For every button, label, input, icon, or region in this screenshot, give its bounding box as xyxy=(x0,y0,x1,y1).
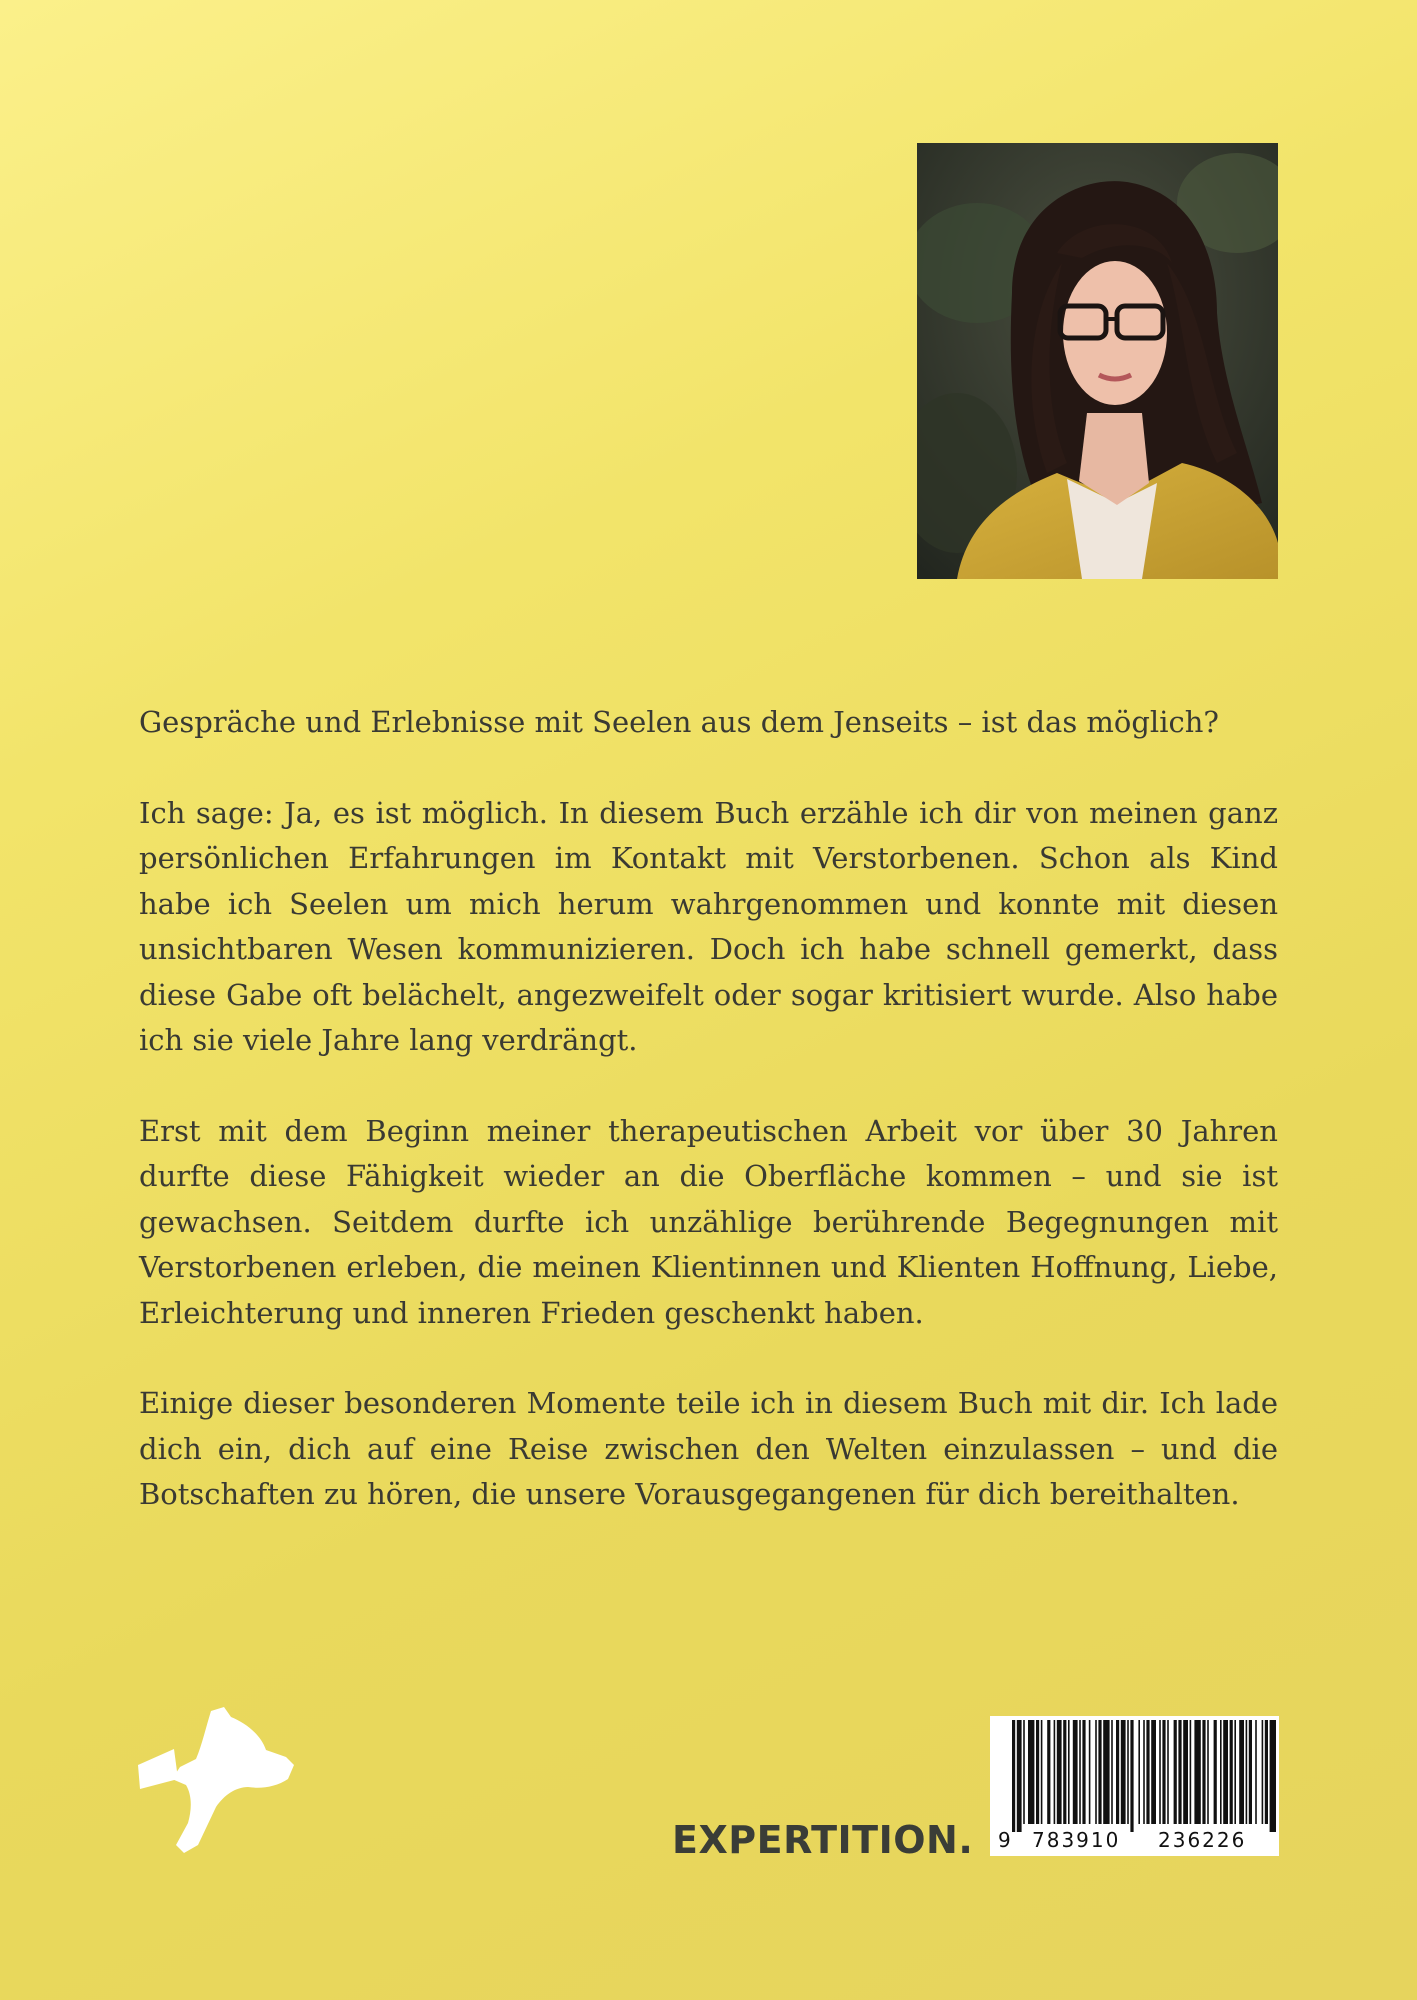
barcode-bar xyxy=(1246,1720,1248,1824)
lion-head-icon xyxy=(136,1705,296,1855)
isbn-barcode xyxy=(990,1716,1279,1856)
barcode-bar xyxy=(1207,1720,1209,1824)
barcode-bar xyxy=(1214,1720,1217,1824)
barcode-right-group: 236226 xyxy=(1158,1828,1247,1852)
barcode-bar xyxy=(1162,1720,1165,1824)
author-portrait-image xyxy=(917,143,1278,579)
barcode-bar xyxy=(1151,1720,1156,1824)
barcode-bar xyxy=(1130,1720,1133,1832)
barcode-bar xyxy=(1194,1720,1200,1824)
barcode-bar xyxy=(1073,1720,1078,1824)
barcode-bar xyxy=(1012,1720,1015,1832)
barcode-bar xyxy=(1146,1720,1149,1824)
barcode-bar xyxy=(1017,1720,1022,1832)
blurb-lead: Gespräche und Erlebnisse mit Seelen aus dem Jenseits – ist das möglich? xyxy=(139,705,1219,739)
barcode-bar xyxy=(1057,1720,1062,1824)
barcode-bar xyxy=(1089,1720,1091,1824)
barcode-bar xyxy=(1041,1720,1043,1824)
barcode-bar xyxy=(1239,1720,1244,1824)
blurb-text xyxy=(139,700,1278,1563)
author-photo xyxy=(917,143,1278,579)
publisher-wordmark: EXPERTITION. xyxy=(672,1818,974,1862)
barcode-bar xyxy=(1138,1720,1140,1824)
barcode-bar xyxy=(1023,1720,1025,1824)
barcode-bar xyxy=(1159,1720,1161,1824)
barcode-left-group: 783910 xyxy=(1032,1828,1121,1852)
barcode-bar xyxy=(1028,1720,1034,1824)
barcode-bar xyxy=(1202,1720,1205,1824)
barcode-bar xyxy=(1183,1720,1188,1824)
barcode-bar xyxy=(1068,1720,1070,1824)
barcode-bar xyxy=(1063,1720,1066,1824)
barcode-bar xyxy=(1036,1720,1039,1824)
barcode-bar xyxy=(1220,1720,1222,1824)
barcode-first-digit: 9 xyxy=(998,1828,1011,1852)
barcode-bar xyxy=(1082,1720,1085,1824)
barcode-bar xyxy=(1111,1720,1113,1824)
barcode-bar xyxy=(1116,1720,1119,1824)
barcode-bar xyxy=(1265,1720,1268,1824)
barcode-bar xyxy=(1143,1720,1145,1824)
barcode-bar xyxy=(1234,1720,1236,1824)
blurb-paragraph-2: Erst mit dem Beginn meiner therapeutischen Arbeit vor über 30 Jahren durfte diese Fähigkeit wieder an die Oberfläche kommen – und sie ist gewachsen. Seitdem durfte ich unzählige berührende Begegnungen mit Verstorbenen erleben, die meinen Klientinnen und Klienten Hoffnung, Liebe, Erleichterung und inneren Frieden geschenkt haben. xyxy=(139,1113,1278,1330)
barcode-bar xyxy=(1095,1720,1097,1824)
blurb-paragraph-1: Ich sage: Ja, es ist möglich. In diesem Buch erzähle ich dir von meinen ganz persönlichen Erfahrungen im Kontakt mit Verstorbenen. Schon als Kind habe ich Seelen um mich herum wahrgenommen und konnte mit diesen unsichtbaren Wesen kommunizieren. Doch ich habe schnell gemerkt, dass diese Gabe oft belächelt, angezweifelt oder sogar kritisiert wurde. Also habe ich sie viele Jahre lang verdrängt. xyxy=(139,795,1278,1057)
barcode-bar xyxy=(1167,1720,1169,1824)
barcode-bar xyxy=(1103,1720,1109,1824)
barcode-bar xyxy=(1079,1720,1081,1824)
barcode-bar xyxy=(1230,1720,1233,1824)
barcode-bar xyxy=(1178,1720,1181,1824)
barcode-bar xyxy=(1127,1720,1129,1824)
barcode-bar xyxy=(1121,1720,1126,1824)
barcode-bar xyxy=(1255,1720,1257,1824)
barcode-bar xyxy=(1174,1720,1177,1824)
barcode-bars xyxy=(990,1716,1279,1832)
barcode-bar xyxy=(1098,1720,1101,1824)
barcode-digits xyxy=(990,1826,1279,1856)
barcode-bar xyxy=(1223,1720,1228,1824)
barcode-bar xyxy=(1249,1720,1252,1824)
barcode-bar xyxy=(1270,1720,1276,1832)
barcode-bar xyxy=(1190,1720,1192,1824)
barcode-bar xyxy=(1262,1720,1264,1824)
barcode-bar xyxy=(1047,1720,1050,1824)
blurb-paragraph-3: Einige dieser besonderen Momente teile ich in diesem Buch mit dir. Ich lade dich ein, dich auf eine Reise zwischen den Welten einzulassen – und die Botschaften zu hören, die unsere Vorausgegangenen für dich bereithalten. xyxy=(139,1386,1278,1511)
barcode-bar xyxy=(1054,1720,1056,1824)
